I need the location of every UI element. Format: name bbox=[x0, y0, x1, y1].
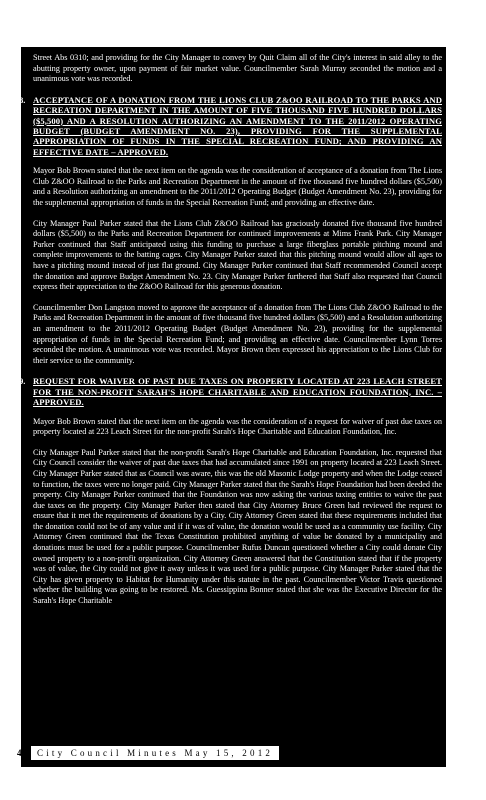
item-paragraph: Councilmember Don Langston moved to approve the acceptance of a donation from The Lions Club Z&OO Railroad to the Parks and Recreation Department in the amount of five thousand five hundred dollars ($5,500) and a Resolution authorizing an amendment to the 2011/2012 Operating Budget (Budget Amendment No. 23), providing for the supplemental appropriation of funds in the Special Recreation Fund; and providing an effective date. Councilmember Lynn Torres seconded the motion. A unanimous vote was recorded. Mayor Brown then expressed his appreciation to the Lions Club for their service to the community. bbox=[33, 302, 442, 365]
item-paragraph: Mayor Bob Brown stated that the next item on the agenda was the consideration of acceptance of a donation from The Lions Club Z&OO Railroad to the Parks and Recreation Department in the amount of five thousand five hundred dollars ($5,500) and a Resolution authorizing an amendment to the 2011/2012 Operating Budget (Budget Amendment No. 23), providing for the supplemental appropriation of funds in the Special Recreation Fund; and providing an effective date. bbox=[33, 166, 442, 207]
item-paragraph: City Manager Paul Parker stated that the non-profit Sarah's Hope Charitable and Education Foundation, Inc. requested that City Council consider the waiver of past due taxes that had accumulated since 1991 on property located at 223 Leach Street. City Manager Parker stated that as Council was aware, this was the old Masonic Lodge property and when the Lodge ceased to function, the taxes were no longer paid. City Manager Parker stated that the Sarah's Hope Foundation had been deeded the property. City Manager Parker continued that the Foundation was now asking the various taxing entities to waive the past due taxes on the property. City Manager Parker then stated that City Attorney Bruce Green had reviewed the request to ensure that it met the requirements of donations by a City. City Attorney Green stated that these requirements included that the donation could not be of any value and if it was of value, the donation would be used as a community use facility. City Attorney Green continued that the Texas Constitution prohibited anything of value be donated by a municipality and donations must be used for a public purpose. Councilmember Rufus Duncan questioned whether a City could donate City owned property to a non-profit organization. City Attorney Green answered that the Constitution stated that if the property was of value, the City could not give it away unless it was used for a public purpose. City Manager Parker stated that the City has given property to Habitat for Humanity under this statute in the past. Councilmember Victor Travis questioned whether the building was going to be restored. Ms. Guessippina Bonner stated that she was the Executive Director for the Sarah's Hope Charitable bbox=[33, 447, 442, 606]
page-number: 4 bbox=[17, 748, 22, 758]
agenda-item-9 bbox=[19, 376, 442, 606]
item-heading: REQUEST FOR WAIVER OF PAST DUE TAXES ON PROPERTY LOCATED AT 223 LEACH STREET FOR THE NON-PROFIT SARAH'S HOPE CHARITABLE AND EDUCATION FOUNDATION, INC. – APPROVED. bbox=[33, 376, 442, 408]
item-paragraph: City Manager Paul Parker stated that the Lions Club Z&OO Railroad has graciously donated five thousand five hundred dollars ($5,500) to the Parks and Recreation Department for continued improvements at Mims Frank Park. City Manager Parker continued that Staff anticipated using this funding to purchase a large fiberglass portable pitching mound and complete improvements to the batting cages. City Manager Parker stated that this pitching mound would allow all ages to have a pitching mound instead of just flat ground. City Manager Parker continued that Staff recommended Council accept the donation and approve Budget Amendment No. 23. City Manager Parker furthered that Staff also requested that Council express their appreciation to the Z&OO Railroad for this generous donation. bbox=[33, 218, 442, 292]
agenda-item-8 bbox=[19, 94, 442, 367]
footer-label: City Council Minutes May 15, 2012 bbox=[31, 746, 279, 760]
intro-paragraph: Street Abs 0310; and providing for the City Manager to convey by Quit Claim all of the City's interest in said alley to the abutting property owner, upon payment of fair market value. Councilmember Sarah Murray seconded the motion and a unanimous vote was recorded. bbox=[33, 53, 442, 84]
item-heading: ACCEPTANCE OF A DONATION FROM THE LIONS CLUB Z&OO RAILROAD TO THE PARKS AND RECREATION DEPARTMENT IN THE AMOUNT OF FIVE THOUSAND FIVE HUNDRED DOLLARS ($5,500) AND A RESOLUTION AUTHORIZING AN AMENDMENT TO THE 2011/2012 OPERATING BUDGET (BUDGET AMENDMENT NO. 23), PROVIDING FOR THE SUPPLEMENTAL APPROPRIATION OF FUNDS IN THE SPECIAL RECREATION FUND; AND PROVIDING AN EFFECTIVE DATE – APPROVED. bbox=[33, 94, 442, 157]
item-number: 8. bbox=[19, 94, 26, 105]
minutes-page bbox=[21, 47, 446, 767]
page-content bbox=[19, 53, 442, 617]
item-number: 9. bbox=[19, 376, 26, 387]
page-footer bbox=[17, 746, 446, 760]
item-paragraph: Mayor Bob Brown stated that the next item on the agenda was the consideration of a request for waiver of past due taxes on property located at 223 Leach Street for the non-profit Sarah's Hope Charitable and Education Foundation, Inc. bbox=[33, 416, 442, 437]
